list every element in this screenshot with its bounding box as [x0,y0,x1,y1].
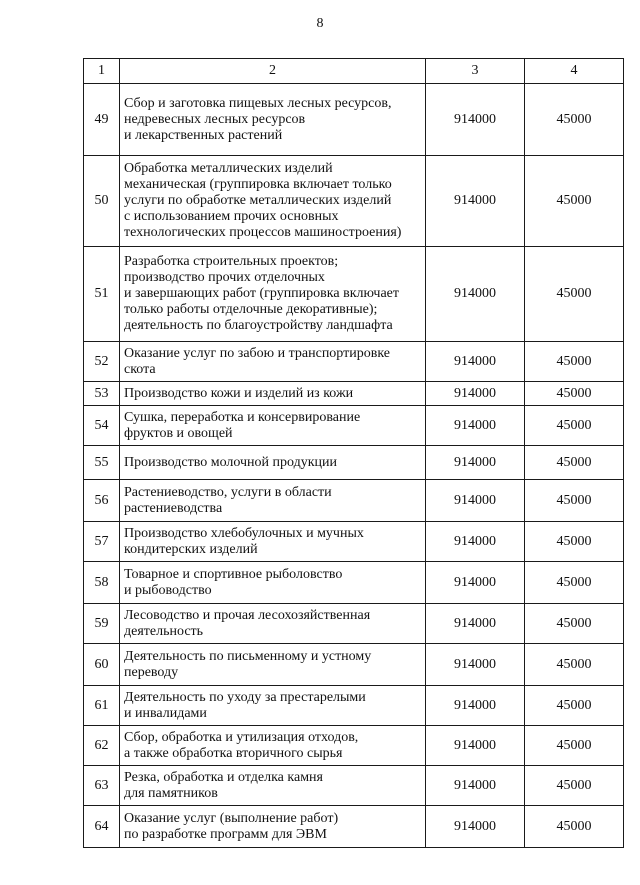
row-description: Производство хлебобулочных и мучных кондитерских изделий [120,522,426,562]
row-value-col3: 914000 [426,644,525,686]
row-value-col4: 45000 [525,522,624,562]
row-value-col3: 914000 [426,247,525,342]
row-value-col3: 914000 [426,480,525,522]
row-value-col3: 914000 [426,686,525,726]
row-description: Оказание услуг по забою и транспортировке скота [120,342,426,382]
table-row [84,446,624,480]
row-value-col3: 914000 [426,562,525,604]
row-number: 61 [84,686,120,726]
row-value-col3: 914000 [426,806,525,848]
row-description: Разработка строительных проектов; производство прочих отделочных и завершающих работ (группировка включает только работы отделочные декоративные); деятельность по благоустройству ландшафта [120,247,426,342]
table-row [84,806,624,848]
row-value-col4: 45000 [525,156,624,247]
row-value-col4: 45000 [525,726,624,766]
row-value-col4: 45000 [525,644,624,686]
activity-table [83,58,624,848]
row-number: 50 [84,156,120,247]
row-number: 52 [84,342,120,382]
table-row [84,686,624,726]
table-row [84,84,624,156]
row-description: Сушка, переработка и консервирование фруктов и овощей [120,406,426,446]
column-header-4: 4 [525,59,624,84]
row-value-col3: 914000 [426,604,525,644]
row-description: Сбор, обработка и утилизация отходов, а также обработка вторичного сырья [120,726,426,766]
row-number: 49 [84,84,120,156]
row-number: 62 [84,726,120,766]
table-row [84,522,624,562]
table-row [84,406,624,446]
row-description: Растениеводство, услуги в области растениеводства [120,480,426,522]
row-value-col3: 914000 [426,156,525,247]
column-header-3: 3 [426,59,525,84]
row-value-col3: 914000 [426,766,525,806]
row-value-col4: 45000 [525,562,624,604]
row-description: Производство молочной продукции [120,446,426,480]
row-value-col4: 45000 [525,84,624,156]
column-header-1: 1 [84,59,120,84]
row-description: Деятельность по уходу за престарелыми и инвалидами [120,686,426,726]
page-number: 8 [316,16,324,31]
row-value-col4: 45000 [525,806,624,848]
row-value-col3: 914000 [426,84,525,156]
row-value-col4: 45000 [525,342,624,382]
table-row [84,342,624,382]
row-number: 58 [84,562,120,604]
row-number: 53 [84,382,120,406]
table-row [84,726,624,766]
row-number: 59 [84,604,120,644]
table-row [84,562,624,604]
row-value-col4: 45000 [525,604,624,644]
row-value-col4: 45000 [525,247,624,342]
row-value-col3: 914000 [426,446,525,480]
row-value-col4: 45000 [525,766,624,806]
row-value-col4: 45000 [525,686,624,726]
row-number: 60 [84,644,120,686]
row-number: 51 [84,247,120,342]
row-description: Оказание услуг (выполнение работ) по разработке программ для ЭВМ [120,806,426,848]
row-value-col3: 914000 [426,342,525,382]
table-row [84,766,624,806]
table-row [84,604,624,644]
row-value-col4: 45000 [525,382,624,406]
row-value-col3: 914000 [426,726,525,766]
row-value-col3: 914000 [426,406,525,446]
row-value-col3: 914000 [426,382,525,406]
row-value-col3: 914000 [426,522,525,562]
row-description: Деятельность по письменному и устному переводу [120,644,426,686]
table-row [84,480,624,522]
table-row [84,644,624,686]
row-description: Резка, обработка и отделка камня для памятников [120,766,426,806]
table-row [84,382,624,406]
column-header-2: 2 [120,59,426,84]
row-description: Лесоводство и прочая лесохозяйственная деятельность [120,604,426,644]
row-number: 57 [84,522,120,562]
row-description: Товарное и спортивное рыболовство и рыбоводство [120,562,426,604]
table-row [84,247,624,342]
row-number: 55 [84,446,120,480]
row-number: 56 [84,480,120,522]
table-row [84,156,624,247]
row-number: 54 [84,406,120,446]
row-value-col4: 45000 [525,480,624,522]
row-value-col4: 45000 [525,446,624,480]
row-number: 63 [84,766,120,806]
row-number: 64 [84,806,120,848]
row-description: Производство кожи и изделий из кожи [120,382,426,406]
row-description: Обработка металлических изделий механическая (группировка включает только услуги по обработке металлических изделий с использованием прочих основных технологических процессов машиностроения) [120,156,426,247]
table-header-row [84,59,624,84]
row-description: Сбор и заготовка пищевых лесных ресурсов, недревесных лесных ресурсов и лекарственных растений [120,84,426,156]
row-value-col4: 45000 [525,406,624,446]
